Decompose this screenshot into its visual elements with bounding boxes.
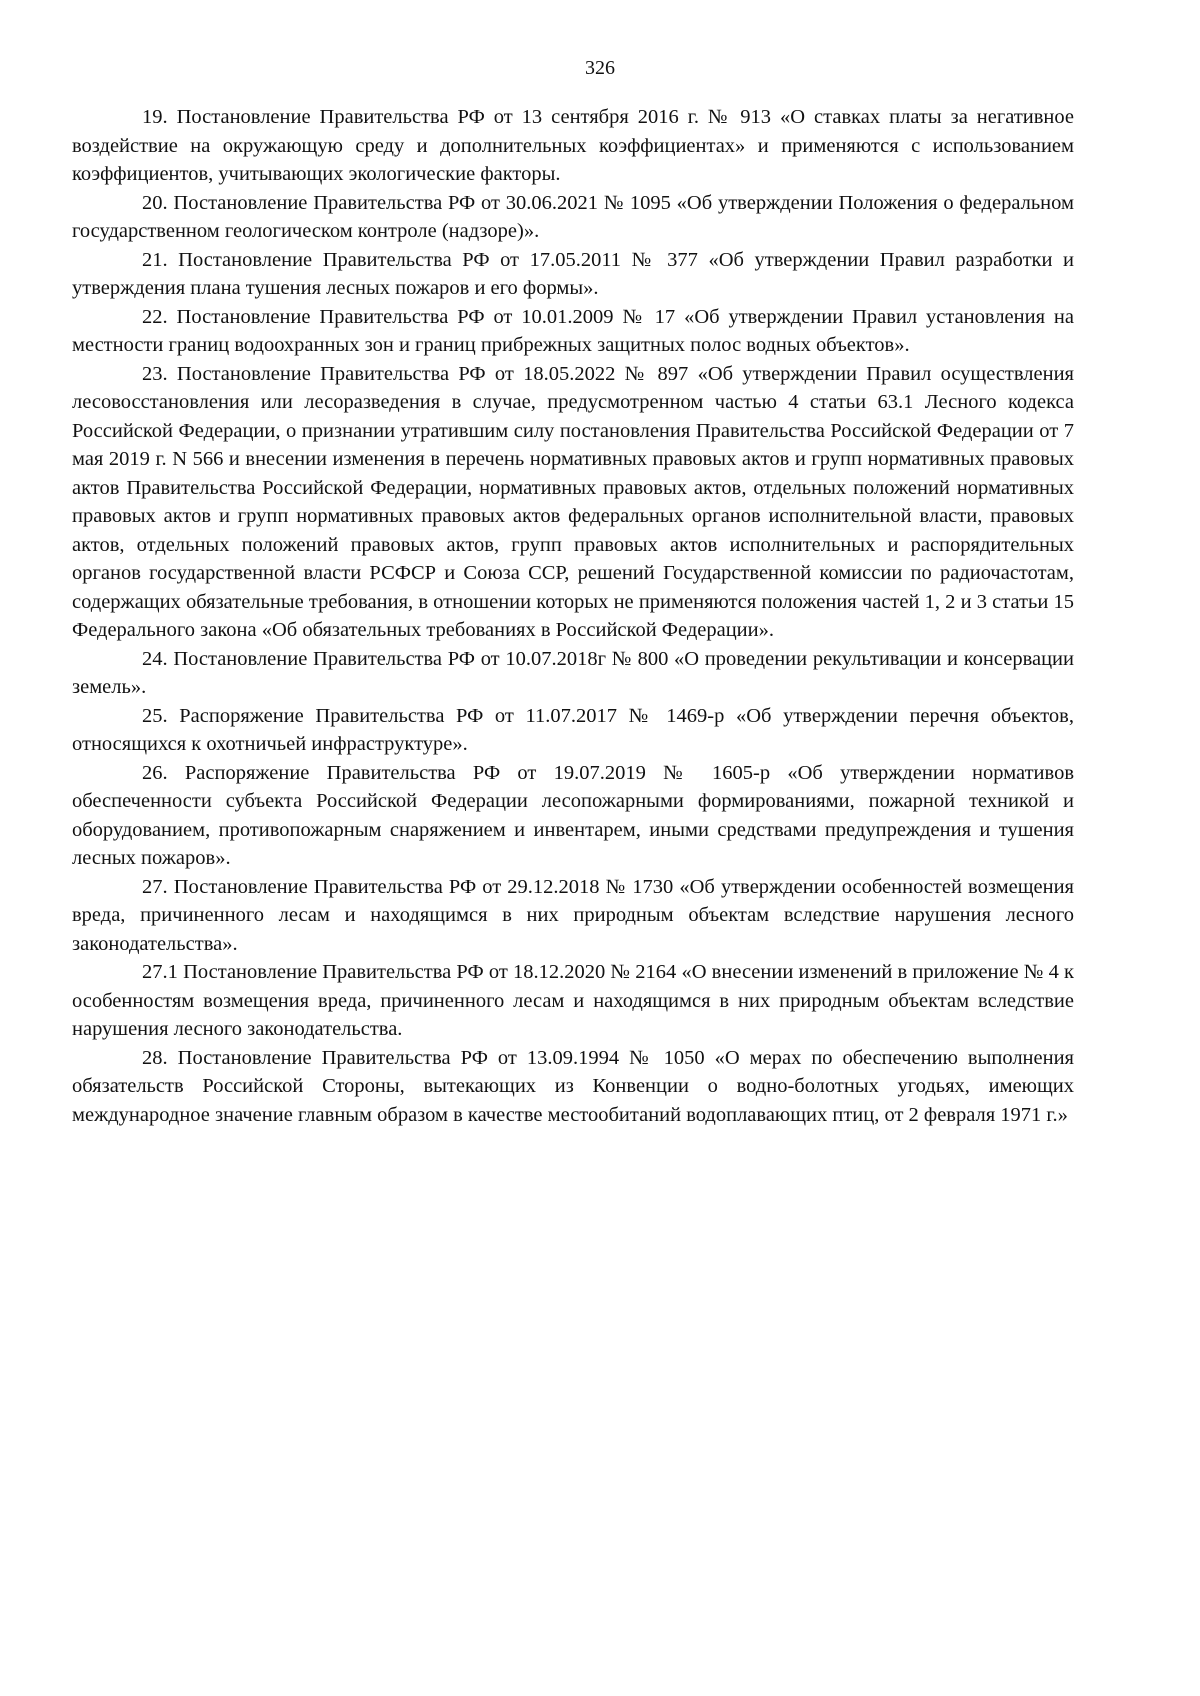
list-item: 26. Распоряжение Правительства РФ от 19.07.2019 № 1605-р «Об утверждении нормативов обеспеченности субъекта Российской Федерации лесопожарными формированиями, пожарной техникой и оборудованием, противопожарным снаряжением и инвентарем, иными средствами предупреждения и тушения лесных пожаров». (72, 761, 1074, 869)
list-item: 27. Постановление Правительства РФ от 29.12.2018 № 1730 «Об утверждении особенностей возмещения вреда, причиненного лесам и находящимся в них природным объектам вследствие нарушения лесного законодательства». (72, 875, 1074, 955)
page-number: 326 (585, 57, 615, 79)
list-item: 22. Постановление Правительства РФ от 10.01.2009 № 17 «Об утверждении Правил установления на местности границ водоохранных зон и границ прибрежных защитных полос водных объектов». (72, 305, 1074, 356)
list-item: 24. Постановление Правительства РФ от 10.07.2018г № 800 «О проведении рекультивации и консервации земель». (72, 647, 1074, 698)
list-item: 20. Постановление Правительства РФ от 30.06.2021 № 1095 «Об утверждении Положения о федеральном государственном геологическом контроле (надзоре)». (72, 191, 1074, 242)
list-item: 19. Постановление Правительства РФ от 13 сентября 2016 г. № 913 «О ставках платы за негативное воздействие на окружающую среду и дополнительных коэффициентах» и применяются с использованием коэффициентов, учитывающих экологические факторы. (72, 106, 1074, 185)
list-item: 25. Распоряжение Правительства РФ от 11.07.2017 № 1469-р «Об утверждении перечня объектов, относящихся к охотничьей инфраструктуре». (72, 704, 1074, 755)
list-item: 23. Постановление Правительства РФ от 18.05.2022 № 897 «Об утверждении Правил осуществления лесовосстановления или лесоразведения в случае, предусмотренном частью 4 статьи 63.1 Лесного кодекса Российской Федерации, о признании утратившим силу постановления Правительства Российской Федерации от 7 мая 2019 г. N 566 и внесении изменения в перечень нормативных правовых актов и групп нормативных правовых актов Правительства Российской Федерации, нормативных правовых актов, отдельных положений нормативных правовых актов и групп нормативных правовых актов федеральных органов исполнительной власти, правовых актов, отдельных положений правовых актов, групп правовых актов исполнительных и распорядительных органов государственной власти РСФСР и Союза ССР, решений Государственной комиссии по радиочастотам, содержащих обязательные требования, в отношении которых не применяются положения частей 1, 2 и 3 статьи 15 Федерального закона «Об обязательных требованиях в Российской Федерации». (72, 362, 1074, 641)
list-item: 27.1 Постановление Правительства РФ от 18.12.2020 № 2164 «О внесении изменений в приложение № 4 к особенностям возмещения вреда, причиненного лесам и находящимся в них природным объектам вследствие нарушения лесного законодательства. (72, 961, 1074, 1040)
list-item: 28. Постановление Правительства РФ от 13.09.1994 № 1050 «О мерах по обеспечению выполнения обязательств Российской Стороны, вытекающих из Конвенции о водно-болотных угодьях, имеющих международное значение главным образом в качестве местообитаний водоплавающих птиц, от 2 февраля 1971 г.» (72, 1046, 1074, 1126)
document-body (72, 103, 1074, 1129)
list-item: 21. Постановление Правительства РФ от 17.05.2011 № 377 «Об утверждении Правил разработки и утверждения плана тушения лесных пожаров и его формы». (72, 248, 1074, 299)
